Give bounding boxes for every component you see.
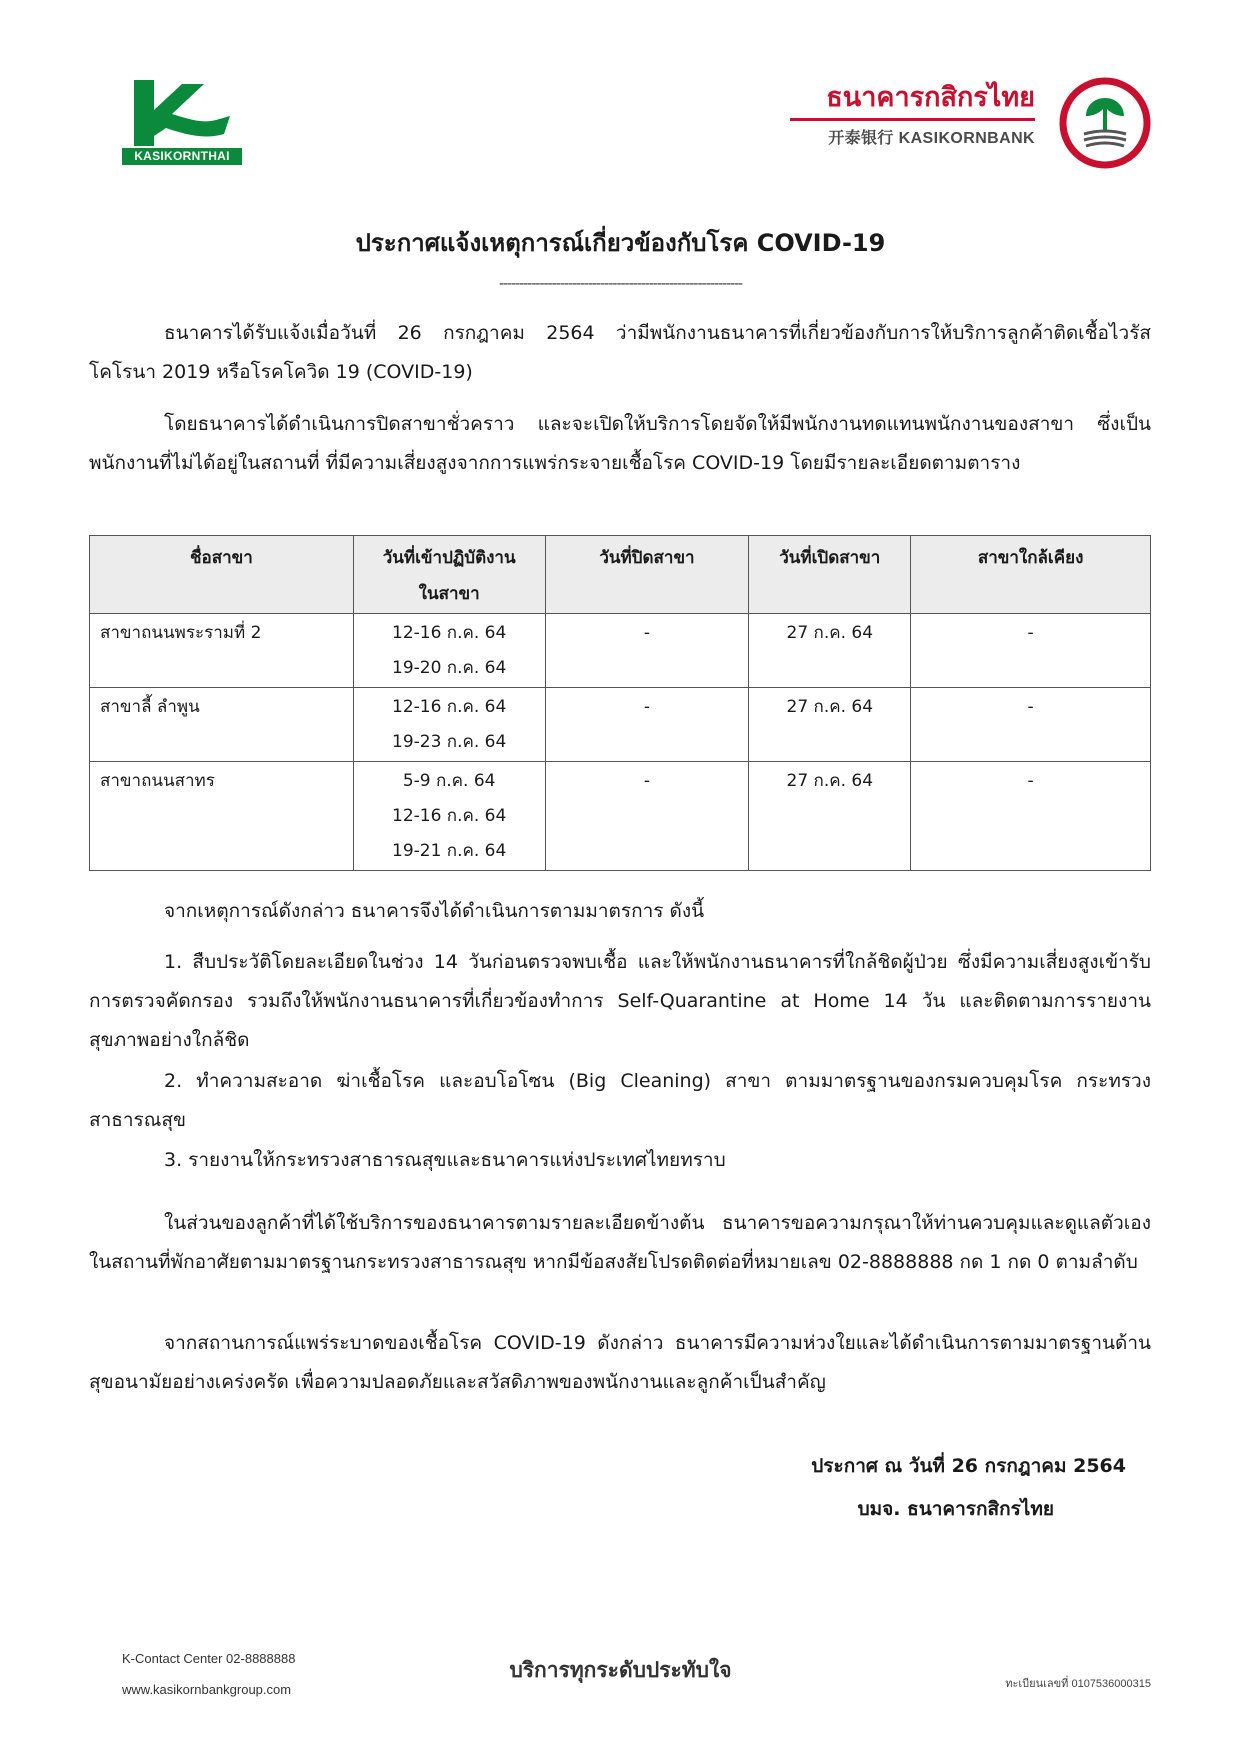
kasikornbank-seal-icon bbox=[1058, 76, 1152, 170]
closed-date-cell: - bbox=[545, 688, 749, 762]
branch-name-cell: สาขาถนนสาทร bbox=[90, 762, 354, 871]
branch-table bbox=[89, 535, 1151, 871]
paragraph-notice: ธนาคารได้รับแจ้งเมื่อวันที่ 26 กรกฎาคม 2564 ว่ามีพนักงานธนาคารที่เกี่ยวข้องกับการให้บริการลูกค้าติดเชื้อไวรัสโคโรนา 2019 หรือโรคโควิด 19 (COVID-19) bbox=[89, 322, 1151, 383]
footer-slogan: บริการทุกระดับประทับใจ bbox=[509, 1658, 732, 1682]
signature-block bbox=[811, 1445, 1126, 1531]
measure-item-2: 2. ทำความสะอาด ฆ่าเชื้อโรค และอบโอโซน (Big Cleaning) สาขา ตามมาตรฐานของกรมควบคุมโรค กระทรวงสาธารณสุข bbox=[89, 1070, 1151, 1131]
k-letter-icon bbox=[120, 76, 244, 148]
kasikornbank-wordmark bbox=[790, 80, 1035, 148]
company-name: บมจ. ธนาคารกสิกรไทย bbox=[857, 1498, 1054, 1520]
kasikornthai-label: KASIKORNTHAI bbox=[122, 148, 242, 165]
branch-name-cell: สาขาลี้ ลำพูน bbox=[90, 688, 354, 762]
closed-date-cell: - bbox=[545, 614, 749, 688]
open-date-cell: 27 ก.ค. 64 bbox=[749, 688, 911, 762]
column-header-nearby-branch: สาขาใกล้เคียง bbox=[911, 536, 1151, 614]
paragraph-measures-intro: จากเหตุการณ์ดังกล่าว ธนาคารจึงได้ดำเนินการตามมาตรการ ดังนี้ bbox=[164, 900, 705, 922]
workdays-cell: 12-16 ก.ค. 64 19-23 ก.ค. 64 bbox=[353, 688, 545, 762]
paragraph-closure: โดยธนาคารได้ดำเนินการปิดสาขาชั่วคราว และจะเปิดให้บริการโดยจัดให้มีพนักงานทดแทนพนักงานของสาขา ซึ่งเป็นพนักงานที่ไม่ได้อยู่ในสถานที่ ที่มีความเสี่ยงสูงจากการแพร่กระจายเชื้อโรค COVID-19 โดยมีรายละเอียดตามตาราง bbox=[89, 413, 1151, 474]
contact-center: K-Contact Center 02-8888888 bbox=[122, 1651, 296, 1666]
title-underline: ------------------------------------------------------------ bbox=[498, 276, 743, 292]
open-date-cell: 27 ก.ค. 64 bbox=[749, 762, 911, 871]
nearby-branch-cell: - bbox=[911, 762, 1151, 871]
closed-date-cell: - bbox=[545, 762, 749, 871]
nearby-branch-cell: - bbox=[911, 688, 1151, 762]
measure-item-1: 1. สืบประวัติโดยละเอียดในช่วง 14 วันก่อนตรวจพบเชื้อ และให้พนักงานธนาคารที่ใกล้ชิดผู้ป่วย ซึ่งมีความเสี่ยงสูงเข้ารับการตรวจคัดกรอง รวมถึงให้พนักงานธนาคารที่เกี่ยวข้องทำการ Self-Quarantine at Home 14 วัน และติดตามการรายงานสุขภาพอย่างใกล้ชิด bbox=[89, 951, 1151, 1051]
measure-item-3: 3. รายงานให้กระทรวงสาธารณสุขและธนาคารแห่งประเทศไทยทราบ bbox=[164, 1149, 726, 1171]
branch-name-cell: สาขาถนนพระรามที่ 2 bbox=[90, 614, 354, 688]
bank-name-english: 开泰银行 KASIKORNBANK bbox=[828, 130, 1035, 147]
table-row bbox=[90, 762, 1151, 871]
column-header-workdays: วันที่เข้าปฏิบัติงาน ในสาขา bbox=[353, 536, 545, 614]
workdays-cell: 5-9 ก.ค. 64 12-16 ก.ค. 64 19-21 ก.ค. 64 bbox=[353, 762, 545, 871]
column-header-branch: ชื่อสาขา bbox=[90, 536, 354, 614]
workdays-cell: 12-16 ก.ค. 64 19-20 ก.ค. 64 bbox=[353, 614, 545, 688]
wordmark-rule bbox=[790, 118, 1035, 121]
paragraph-customer-advice: ในส่วนของลูกค้าที่ได้ใช้บริการของธนาคารตามรายละเอียดข้างต้น ธนาคารขอความกรุณาให้ท่านควบคุมและดูแลตัวเองในสถานที่พักอาศัยตามมาตรฐานกระทรวงสาธารณสุข หากมีข้อสงสัยโปรดติดต่อที่หมายเลข 02-8888888 กด 1 กด 0 ตามลำดับ bbox=[89, 1212, 1151, 1273]
table-header-row bbox=[90, 536, 1151, 614]
open-date-cell: 27 ก.ค. 64 bbox=[749, 614, 911, 688]
page-title: ประกาศแจ้งเหตุการณ์เกี่ยวข้องกับโรค COVID-19 bbox=[355, 229, 886, 257]
paragraph-closing: จากสถานการณ์แพร่ระบาดของเชื้อโรค COVID-19 ดังกล่าว ธนาคารมีความห่วงใยและได้ดำเนินการตามมาตรฐานด้านสุขอนามัยอย่างเคร่งครัด เพื่อความปลอดภัยและสวัสดิภาพของพนักงานและลูกค้าเป็นสำคัญ bbox=[89, 1332, 1151, 1393]
kasikornthai-logo bbox=[120, 76, 244, 166]
table-row bbox=[90, 614, 1151, 688]
nearby-branch-cell: - bbox=[911, 614, 1151, 688]
website-link[interactable]: www.kasikornbankgroup.com bbox=[122, 1682, 292, 1697]
column-header-open-date: วันที่เปิดสาขา bbox=[749, 536, 911, 614]
table-row bbox=[90, 688, 1151, 762]
announcement-date: ประกาศ ณ วันที่ 26 กรกฎาคม 2564 bbox=[811, 1455, 1126, 1477]
column-header-closed-date: วันที่ปิดสาขา bbox=[545, 536, 749, 614]
bank-name-thai: ธนาคารกสิกรไทย bbox=[826, 82, 1035, 113]
registration-number: ทะเบียนเลขที่ 0107536000315 bbox=[1005, 1678, 1151, 1690]
